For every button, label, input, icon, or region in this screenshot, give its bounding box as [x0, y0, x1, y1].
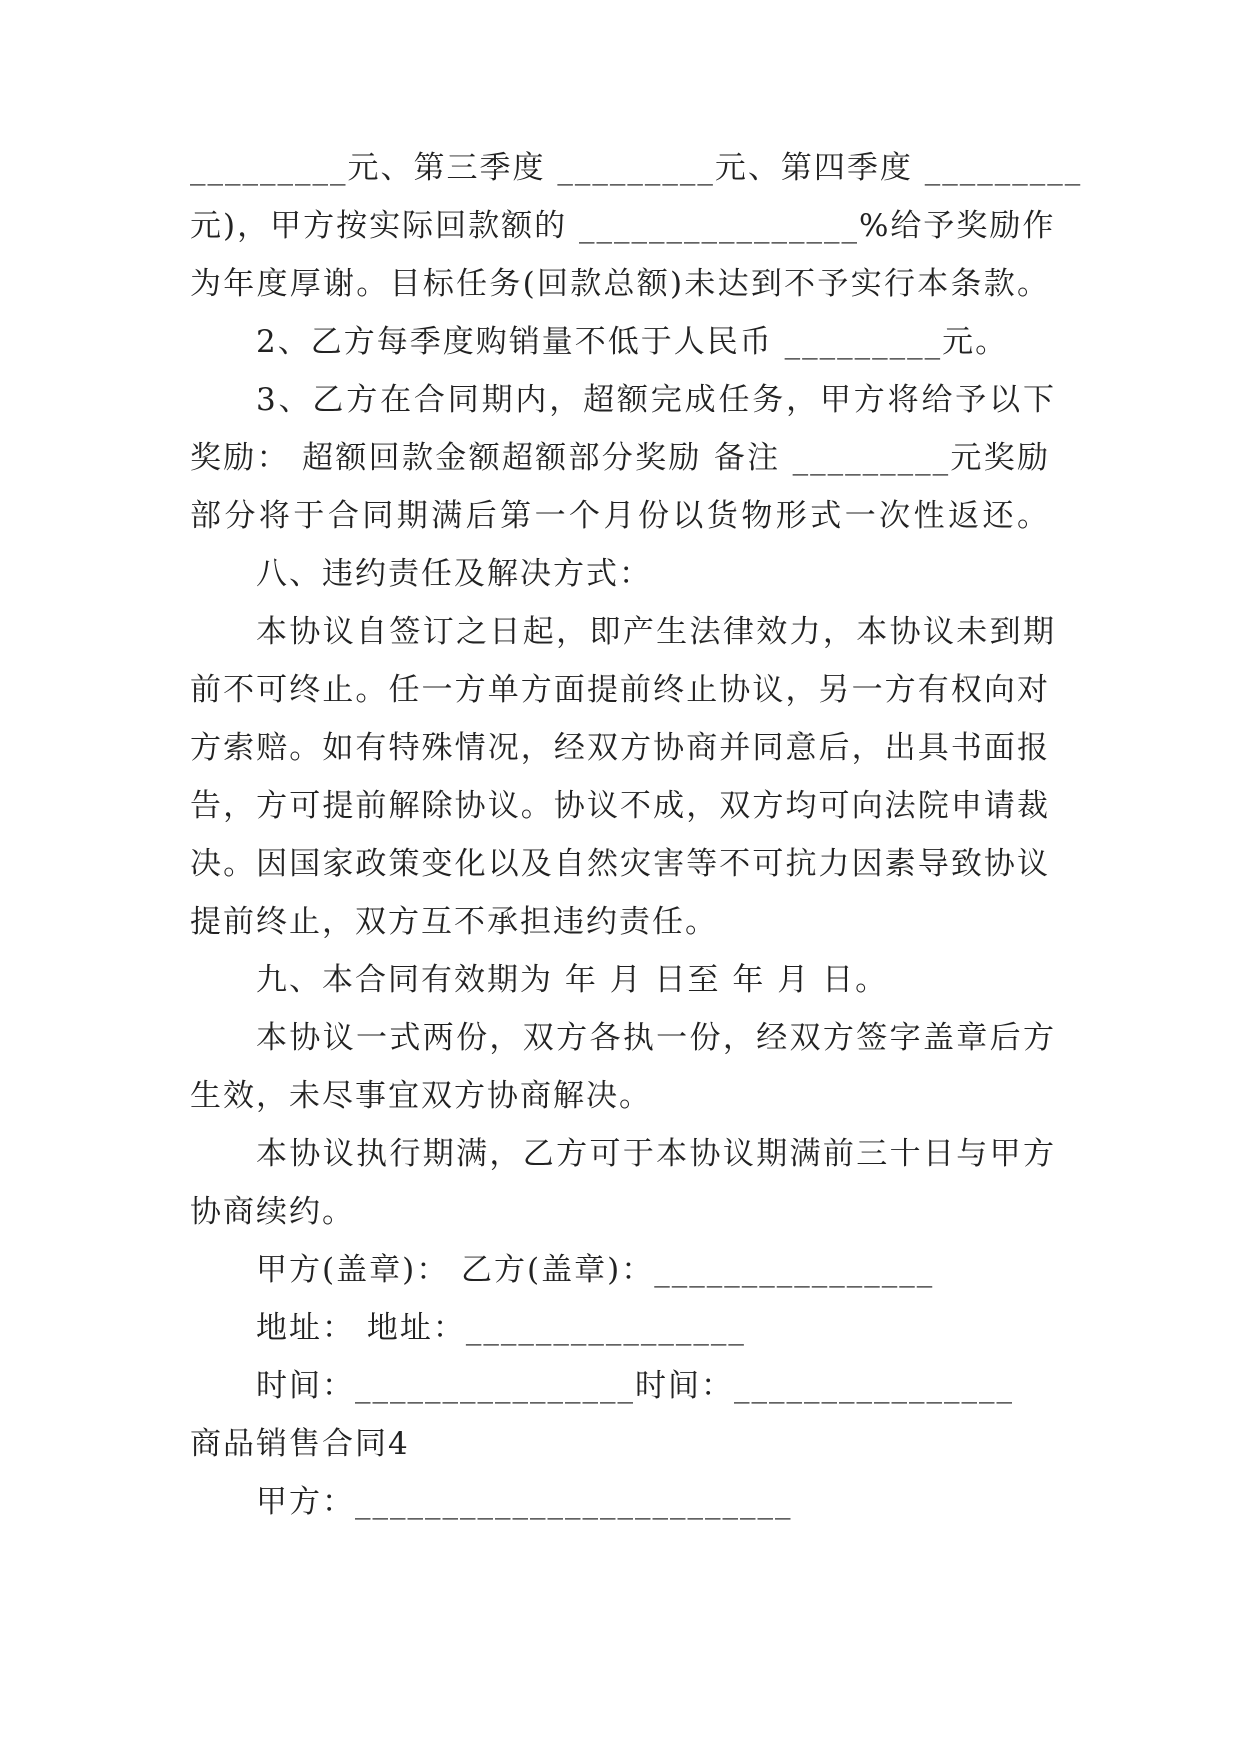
text-line: 奖励： 超额回款金额超额部分奖励 备注 _________元奖励 — [190, 440, 1050, 476]
text-line: 前不可终止。任一方单方面提前终止协议，另一方有权向对 — [190, 672, 1050, 708]
address-line: 地址： 地址：________________ — [256, 1310, 746, 1346]
text-line: 方索赔。如有特殊情况，经双方协商并同意后，出具书面报 — [190, 730, 1050, 766]
text-line: 2、乙方每季度购销量不低于人民币 _________元。 — [256, 324, 1009, 360]
text-line: 部分将于合同期满后第一个月份以货物形式一次性返还。 — [190, 498, 1050, 534]
text-line: 告，方可提前解除协议。协议不成，双方均可向法院申请裁 — [190, 788, 1050, 824]
signature-line: 甲方(盖章)： 乙方(盖章)：________________ — [256, 1252, 935, 1288]
text-line: 本协议执行期满，乙方可于本协议期满前三十日与甲方 — [256, 1136, 1056, 1172]
text-line: 决。因国家政策变化以及自然灾害等不可抗力因素导致协议 — [190, 846, 1050, 882]
text-line: 为年度厚谢。目标任务(回款总额)未达到不予实行本条款。 — [190, 266, 1050, 302]
date-line: 时间：________________时间：________________ — [256, 1368, 1014, 1404]
text-line: 协商续约。 — [190, 1194, 355, 1230]
party-line: 甲方：_________________________ — [256, 1484, 793, 1520]
section-heading: 九、本合同有效期为 年 月 日至 年 月 日。 — [256, 962, 889, 998]
text-line: 本协议一式两份，双方各执一份，经双方签字盖章后方 — [256, 1020, 1056, 1056]
section-heading: 八、违约责任及解决方式： — [256, 556, 652, 592]
text-line: 提前终止，双方互不承担违约责任。 — [190, 904, 718, 940]
text-line: _________元、第三季度 _________元、第四季度 _________ — [190, 150, 1083, 186]
contract-title: 商品销售合同4 — [190, 1426, 410, 1462]
text-line: 生效，未尽事宜双方协商解决。 — [190, 1078, 652, 1114]
text-line: 元)，甲方按实际回款额的 ________________%给予奖励作 — [190, 208, 1056, 244]
text-line: 3、乙方在合同期内，超额完成任务，甲方将给予以下 — [256, 382, 1056, 418]
text-line: 本协议自签订之日起，即产生法律效力，本协议未到期 — [256, 614, 1056, 650]
